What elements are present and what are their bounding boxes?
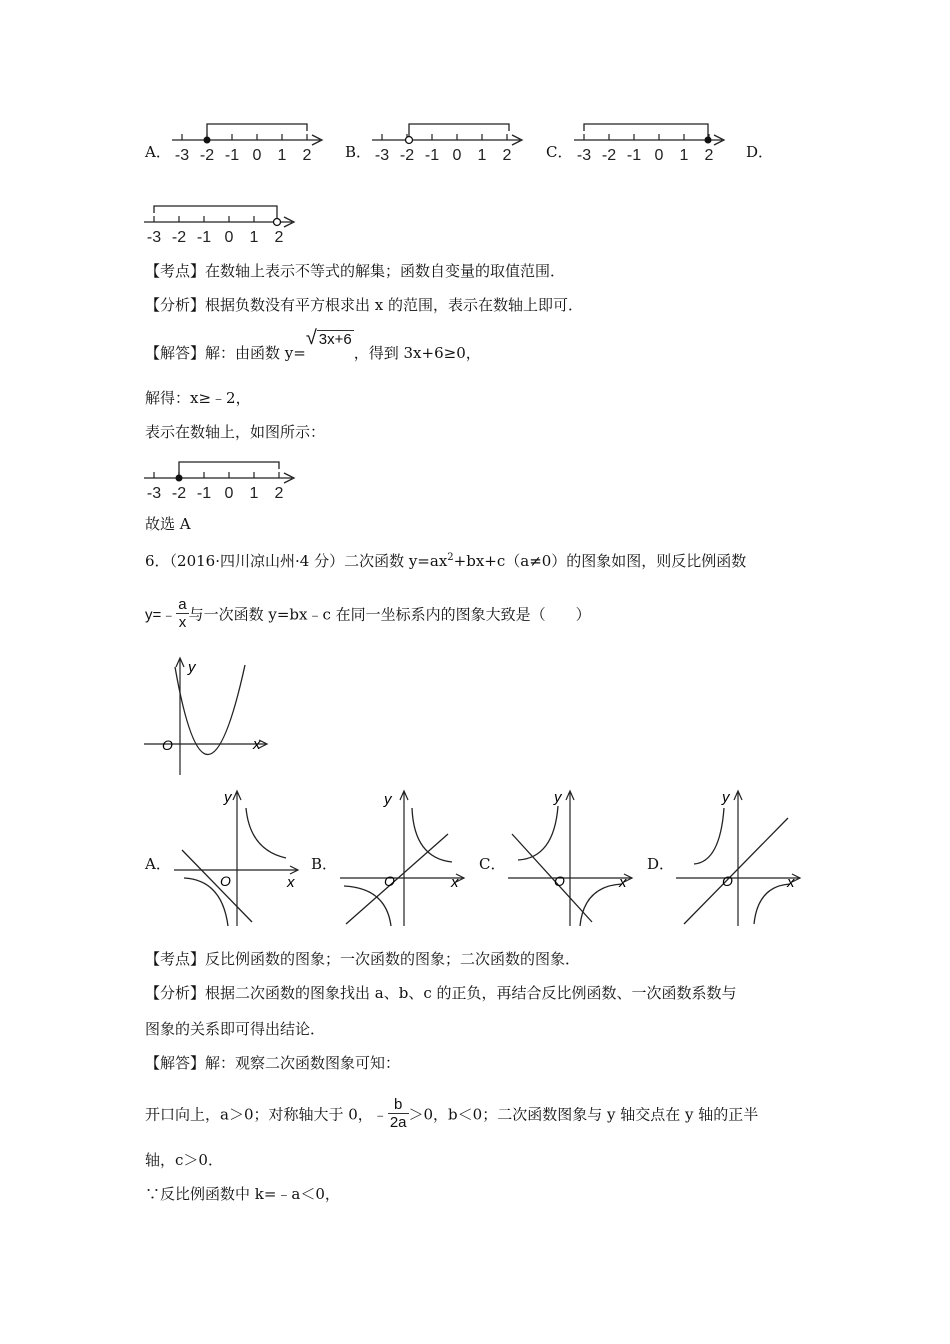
tick-label: -3 xyxy=(576,147,592,164)
tick-label: -2 xyxy=(601,147,617,164)
tick-label: 1 xyxy=(679,147,689,164)
tick-label: -3 xyxy=(174,147,190,164)
axis-label-x: x xyxy=(451,874,459,891)
tick-label: 2 xyxy=(502,147,512,164)
q6-stem-prefix: 6．（2016·四川凉山州·4 分）二次函数 y=ax xyxy=(145,552,448,570)
q5-option-b-numberline xyxy=(370,118,528,166)
axis-label-y: y xyxy=(384,791,392,808)
q5-option-d-label: D． xyxy=(746,143,774,161)
tick-label: 0 xyxy=(452,147,462,164)
q6-option-b-graph xyxy=(336,788,468,928)
q5-option-d-numberline xyxy=(142,200,300,248)
origin-label: O xyxy=(384,873,395,889)
q5-option-a-numberline xyxy=(170,118,328,166)
q6-stem-sup: 2 xyxy=(447,552,454,563)
tick-label: 1 xyxy=(249,485,259,502)
fraction-denominator: 2a xyxy=(389,1114,407,1131)
tick-label: -2 xyxy=(199,147,215,164)
q5-solve-line: 解得：x≥﹣2， xyxy=(145,389,251,407)
q6-option-b-label: B． xyxy=(311,855,338,873)
q6-jieda: 【解答】解：观察二次函数图象可知： xyxy=(145,1054,401,1072)
q5-answer-numberline xyxy=(142,456,300,504)
q6-kaodian: 【考点】反比例函数的图象；一次函数的图象；二次函数的图象． xyxy=(145,950,581,968)
tick-label: 0 xyxy=(252,147,262,164)
axis-label-y: y xyxy=(224,789,232,806)
origin-label: O xyxy=(722,873,733,889)
q6-stem-line2 xyxy=(145,598,591,633)
q6-reciprocal-y: y=﹣ xyxy=(145,606,177,624)
tick-label: -1 xyxy=(196,229,212,246)
q6-line-a xyxy=(145,1098,758,1133)
tick-label: 0 xyxy=(654,147,664,164)
tick-label: 1 xyxy=(477,147,487,164)
q6-fenxi-2: 图象的关系即可得出结论． xyxy=(145,1020,326,1038)
axis-label-y: y xyxy=(188,659,196,676)
q5-answer: 故选 A xyxy=(145,515,191,533)
tick-label: 2 xyxy=(274,229,284,246)
q5-jieda-suffix: ，得到 3x+6≥0， xyxy=(353,344,481,362)
tick-label: -1 xyxy=(424,147,440,164)
tick-label: -2 xyxy=(171,229,187,246)
tick-label: -1 xyxy=(224,147,240,164)
q6-fenxi-1: 【分析】根据二次函数的图象找出 a、b、c 的正负，再结合反比例函数、一次函数系数与 xyxy=(145,984,737,1002)
origin-label: O xyxy=(162,737,173,753)
q5-option-a-label: A． xyxy=(145,143,171,161)
axis-label-x: x xyxy=(287,874,295,891)
fraction-denominator: x xyxy=(178,614,187,631)
axis-label-x: x xyxy=(253,736,261,753)
q6-parabola-graph xyxy=(142,655,272,780)
tick-label: -3 xyxy=(374,147,390,164)
q5-fenxi: 【分析】根据负数没有平方根求出 x 的范围，表示在数轴上即可． xyxy=(145,296,583,314)
q6-stem-suffix: +bx+c（a≠0）的图象如图，则反比例函数 xyxy=(453,552,747,570)
axis-label-x: x xyxy=(787,874,795,891)
tick-label: 2 xyxy=(704,147,714,164)
axis-label-x: x xyxy=(619,874,627,891)
tick-label: -3 xyxy=(146,485,162,502)
q5-jieda-prefix: 【解答】解：由函数 y= xyxy=(145,344,306,362)
q5-option-c-label: C． xyxy=(546,143,573,161)
q5-option-b-label: B． xyxy=(345,143,372,161)
sqrt-radicand: 3x+6 xyxy=(318,331,352,348)
q6-option-c-label: C． xyxy=(479,855,506,873)
tick-label: 1 xyxy=(249,229,259,246)
tick-label: 1 xyxy=(277,147,287,164)
q6-stem-line2-rest: 与一次函数 y=bx﹣c 在同一坐标系内的图象大致是（ ） xyxy=(188,605,591,624)
fraction-numerator: a xyxy=(178,596,187,613)
q6-reciprocal-fraction xyxy=(176,596,188,631)
tick-label: 0 xyxy=(224,485,234,502)
axis-label-y: y xyxy=(722,789,730,806)
tick-label: 2 xyxy=(302,147,312,164)
q6-option-c-graph xyxy=(504,788,636,928)
sqrt-expression: √ 3x+6 xyxy=(305,327,352,349)
axis-label-y: y xyxy=(554,789,562,806)
tick-label: -3 xyxy=(146,229,162,246)
q6-line-a-prefix: 开口向上，a＞0；对称轴大于 0，﹣ xyxy=(145,1105,388,1124)
origin-label: O xyxy=(220,873,231,889)
tick-label: 0 xyxy=(224,229,234,246)
tick-label: -2 xyxy=(171,485,187,502)
q6-option-a-label: A． xyxy=(145,855,171,873)
q6-line-a-suffix: ＞0，b＜0；二次函数图象与 y 轴交点在 y 轴的正半 xyxy=(408,1105,759,1124)
q6-stem xyxy=(145,548,746,571)
origin-label: O xyxy=(554,873,565,889)
q5-show-line: 表示在数轴上，如图所示： xyxy=(145,423,326,441)
tick-label: -2 xyxy=(399,147,415,164)
q5-jieda xyxy=(145,327,481,364)
q6-option-a-graph xyxy=(170,788,302,928)
tick-label: -1 xyxy=(196,485,212,502)
q5-option-c-numberline xyxy=(572,118,730,166)
tick-label: 2 xyxy=(274,485,284,502)
fraction-numerator: b xyxy=(388,1096,409,1114)
q6-option-d-graph xyxy=(672,788,804,928)
q6-line-c: 轴，c＞0． xyxy=(145,1151,223,1169)
tick-label: -1 xyxy=(626,147,642,164)
q6-line-d: ∵反比例函数中 k=﹣a＜0， xyxy=(145,1185,340,1203)
q5-kaodian: 【考点】在数轴上表示不等式的解集；函数自变量的取值范围． xyxy=(145,262,566,280)
q6-axis-fraction xyxy=(388,1096,409,1131)
q6-option-d-label: D． xyxy=(647,855,675,873)
